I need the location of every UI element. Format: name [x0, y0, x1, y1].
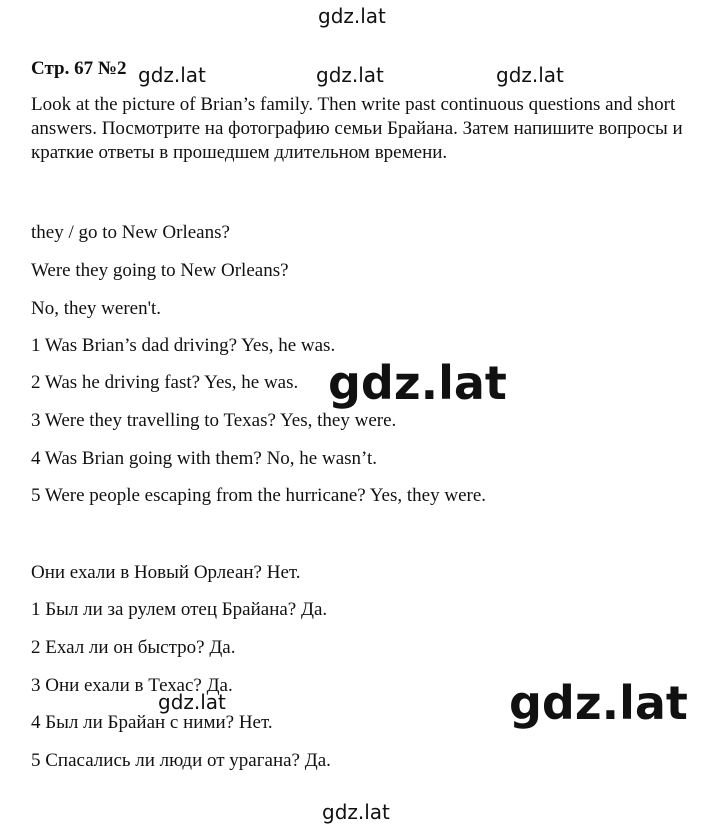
russian-answer-2: 2 Ехал ли он быстро? Да. — [31, 637, 236, 658]
english-answer-2: 2 Was he driving fast? Yes, he was. — [31, 372, 299, 393]
watermark-bottom: gdz.lat — [322, 800, 390, 824]
watermark-lower-big: gdz.lat — [509, 676, 688, 730]
example-question: Were they going to New Orleans? — [31, 260, 289, 281]
exercise-title: Стр. 67 №2 — [31, 58, 127, 79]
english-answer-1: 1 Was Brian’s dad driving? Yes, he was. — [31, 335, 336, 356]
watermark-top: gdz.lat — [318, 4, 386, 28]
watermark-row-1: gdz.lat — [138, 63, 206, 87]
english-answer-4: 4 Was Brian going with them? No, he wasn’t. — [31, 448, 378, 469]
example-prompt: they / go to New Orleans? — [31, 222, 230, 243]
example-answer: No, they weren't. — [31, 298, 162, 319]
watermark-row-3: gdz.lat — [496, 63, 564, 87]
russian-example: Они ехали в Новый Орлеан? Нет. — [31, 562, 301, 583]
watermark-row-2: gdz.lat — [316, 63, 384, 87]
russian-answer-5: 5 Спасались ли люди от урагана? Да. — [31, 750, 331, 771]
instructions-paragraph: Look at the picture of Brian’s family. Then write past continuous questions and short answers. Посмотрите на фотографию семьи Брайана. Затем напишите вопросы и краткие ответы в прошедшем длительном времени. — [31, 94, 683, 163]
russian-answer-3: 3 Они ехали в Техас? Да. — [31, 675, 233, 696]
watermark-lower-small: gdz.lat — [158, 690, 226, 714]
russian-answer-4: 4 Был ли Брайан с ними? Нет. — [31, 712, 273, 733]
russian-answer-1: 1 Был ли за рулем отец Брайана? Да. — [31, 599, 328, 620]
english-answer-3: 3 Were they travelling to Texas? Yes, they were. — [31, 410, 397, 431]
watermark-middle-big: gdz.lat — [328, 356, 507, 410]
english-answer-5: 5 Were people escaping from the hurricane? Yes, they were. — [31, 485, 487, 506]
